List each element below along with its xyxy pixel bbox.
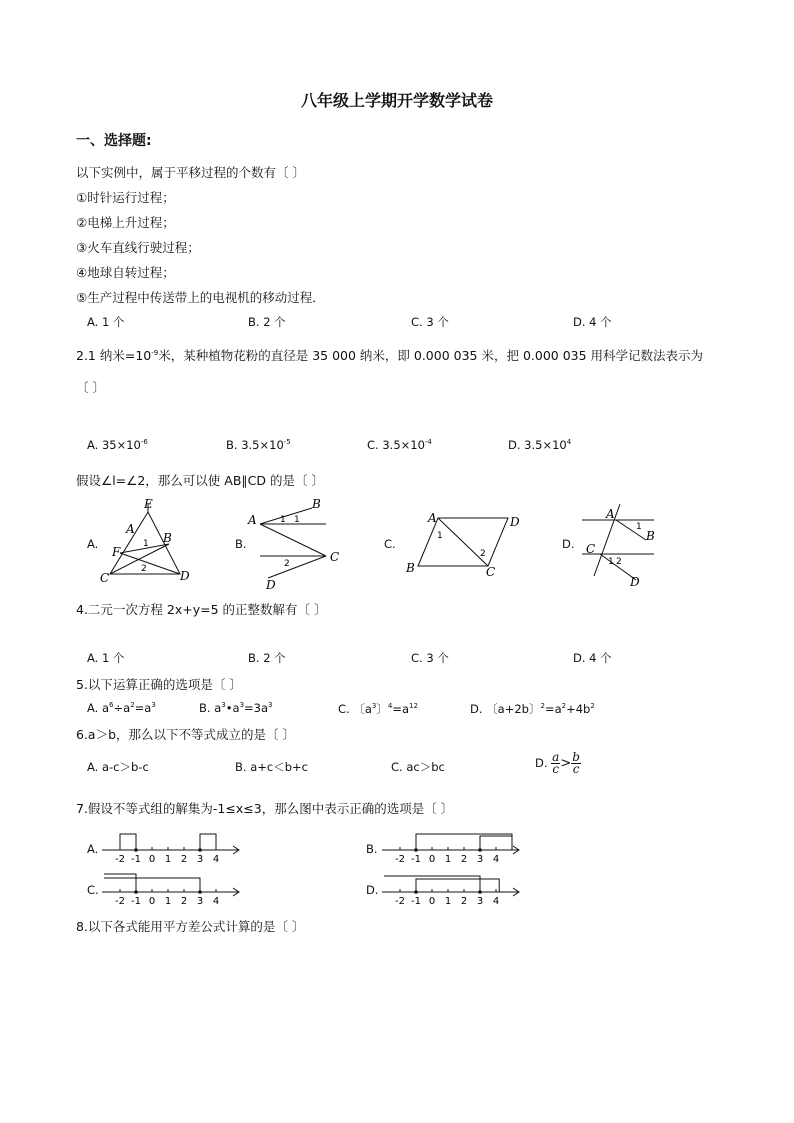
svg-text:D: D — [510, 515, 520, 529]
tick-label: 1 — [164, 854, 172, 864]
question-1-option-c: C. 3 个 — [411, 315, 449, 329]
tick-label: 4 — [212, 896, 220, 906]
svg-text:B: B — [646, 529, 655, 543]
question-1-option-a: A. 1 个 — [87, 315, 125, 329]
svg-text:C: C — [586, 542, 596, 556]
svg-text:B: B — [163, 531, 172, 545]
question-3-option-b-label: B. — [235, 537, 247, 551]
question-7-stem: 7.假设不等式组的解集为-1≤x≤3，那么图中表示正确的选项是〔 〕 — [76, 801, 454, 816]
tick-label: -1 — [131, 854, 141, 864]
question-2-option-b: B. $3.5\times 10^{-5}$ — [226, 438, 291, 452]
endpoint-dot — [414, 890, 418, 894]
question-1-option-d: D. 4 个 — [573, 315, 612, 329]
endpoint-dot — [134, 848, 138, 852]
svg-text:D: D — [266, 578, 276, 590]
endpoint-dot — [198, 848, 202, 852]
svg-text:E: E — [144, 497, 153, 511]
question-5-stem: 5.以下运算正确的选项是〔 〕 — [76, 677, 242, 692]
svg-text:B: B — [312, 497, 321, 511]
question-1-item: ④地球自转过程； — [76, 265, 175, 280]
svg-text:1: 1 — [280, 515, 286, 525]
question-1-item: ③火车直线行驶过程； — [76, 240, 200, 255]
svg-text:F: F — [112, 545, 121, 559]
figure-3c — [400, 508, 526, 580]
number-line-b — [380, 830, 530, 864]
svg-text:B: B — [406, 561, 415, 575]
question-8-stem: 8.以下各式能用平方差公式计算的是〔 〕 — [76, 919, 305, 934]
question-2-stem-cont: 〔 〕 — [76, 380, 105, 395]
tick-label: 2 — [460, 896, 468, 906]
question-5-option-a: A. $a^6\div a^2=a^3$ — [87, 701, 156, 715]
tick-label: 0 — [148, 896, 156, 906]
tick-label: 4 — [492, 854, 500, 864]
question-7-option-b-label: B. — [366, 842, 378, 856]
number-line-c — [100, 872, 250, 906]
svg-text:A: A — [248, 513, 257, 527]
question-5-option-b: B. $a^3•a^3=3a^3$ — [199, 701, 273, 715]
tick-label: -2 — [115, 896, 125, 906]
fraction-a-over-c: $\frac{a}{c}$ — [552, 750, 560, 776]
tick-label: 2 — [180, 896, 188, 906]
tick-label: -2 — [115, 854, 125, 864]
question-7-option-a-label: A. — [87, 842, 99, 856]
tick-label: 1 — [444, 854, 452, 864]
endpoint-dot — [414, 848, 418, 852]
question-3-option-a-label: A. — [87, 537, 99, 551]
question-2-option-a: A. $35\times 10^{-6}$ — [87, 438, 148, 452]
svg-text:2: 2 — [616, 557, 622, 567]
tick-label: -1 — [411, 854, 421, 864]
tick-label: 2 — [460, 854, 468, 864]
question-6-option-b: B. a+c＜b+c — [235, 760, 308, 774]
question-7-option-d-label: D. — [366, 883, 379, 897]
question-1-item: ⑤生产过程中传送带上的电视机的移动过程． — [76, 290, 325, 305]
endpoint-dot — [478, 890, 482, 894]
tick-label: 4 — [492, 896, 500, 906]
tick-label: -1 — [131, 896, 141, 906]
endpoint-dot — [198, 890, 202, 894]
svg-text:A: A — [126, 522, 135, 536]
svg-text:1: 1 — [143, 539, 149, 549]
figure-3b — [246, 494, 346, 590]
question-6-option-d: D. $\frac{a}{c}$ > $\frac{b}{c}$ — [535, 750, 580, 776]
question-2-stem: 2.1 纳米$=10^{-9}$米，某种植物花粉的直径是 35 000 纳米，即 0.000 035 米，把 0.000 035 用科学记数法表示为 — [76, 348, 704, 363]
tick-label: -2 — [395, 854, 405, 864]
svg-text:A: A — [428, 511, 437, 525]
svg-text:1: 1 — [437, 531, 443, 541]
tick-label: -1 — [411, 896, 421, 906]
tick-label: 0 — [428, 896, 436, 906]
question-3-stem: 假设∠l=∠2，那么可以使 AB∥CD 的是〔 〕 — [76, 473, 324, 488]
question-1-item: ①时针运行过程； — [76, 190, 175, 205]
endpoint-dot — [478, 848, 482, 852]
question-1-option-b: B. 2 个 — [248, 315, 286, 329]
svg-text:1: 1 — [294, 515, 300, 525]
question-4-option-d: D. 4 个 — [573, 651, 612, 665]
question-6-option-a: A. a-c＞b-c — [87, 760, 149, 774]
question-4-option-a: A. 1 个 — [87, 651, 125, 665]
tick-label: 1 — [444, 896, 452, 906]
tick-label: 2 — [180, 854, 188, 864]
tick-label: 3 — [196, 896, 204, 906]
tick-label: 4 — [212, 854, 220, 864]
solution-bracket — [416, 879, 499, 892]
figure-3d — [576, 502, 676, 590]
svg-text:D: D — [180, 569, 190, 583]
svg-text:2: 2 — [480, 549, 486, 559]
question-6-option-c: C. ac＞bc — [391, 760, 445, 774]
svg-text:A: A — [606, 507, 615, 521]
svg-text:1: 1 — [636, 522, 642, 532]
svg-text:2: 2 — [141, 564, 147, 574]
section-heading: 一、选择题: — [76, 133, 152, 149]
tick-label: 1 — [164, 896, 172, 906]
question-1-item: ②电梯上升过程； — [76, 215, 175, 230]
question-6-stem: 6.a＞b，那么以下不等式成立的是〔 〕 — [76, 727, 295, 742]
number-line-d — [380, 872, 530, 906]
solution-bracket — [120, 834, 136, 850]
question-5-option-c: C. 〔$a^3$〕$^4=a^{12}$ — [338, 702, 418, 716]
tick-label: 0 — [428, 854, 436, 864]
question-2-option-c: C. $3.5\times 10^{-4}$ — [367, 438, 432, 452]
question-7-option-c-label: C. — [87, 883, 99, 897]
question-4-option-c: C. 3 个 — [411, 651, 449, 665]
question-4-stem: 4.二元一次方程 2x+y=5 的正整数解有〔 〕 — [76, 602, 327, 617]
question-5-option-d: D. 〔a+2b〕$^2=a^2+4b^2$ — [470, 702, 595, 716]
svg-text:D: D — [630, 575, 640, 589]
page-title: 八年级上学期开学数学试卷 — [300, 91, 493, 110]
tick-label: 3 — [476, 896, 484, 906]
solution-bracket — [200, 834, 216, 850]
svg-text:C: C — [330, 550, 340, 564]
question-1-stem: 以下实例中，属于平移过程的个数有〔 〕 — [76, 165, 305, 180]
question-3-option-c-label: C. — [384, 537, 396, 551]
svg-text:C: C — [100, 571, 110, 585]
tick-label: 3 — [476, 854, 484, 864]
fraction-b-over-c: $\frac{b}{c}$ — [572, 750, 580, 776]
endpoint-dot — [134, 890, 138, 894]
svg-text:1: 1 — [608, 557, 614, 567]
number-line-a — [100, 830, 250, 864]
svg-text:2: 2 — [284, 559, 290, 569]
question-2-option-d: D. $3.5\times 10^4$ — [508, 438, 572, 452]
svg-text:C: C — [486, 565, 496, 579]
tick-label: 3 — [196, 854, 204, 864]
question-4-option-b: B. 2 个 — [248, 651, 286, 665]
tick-label: -2 — [395, 896, 405, 906]
question-3-option-d-label: D. — [562, 537, 575, 551]
tick-label: 0 — [148, 854, 156, 864]
figure-3a — [96, 496, 200, 588]
